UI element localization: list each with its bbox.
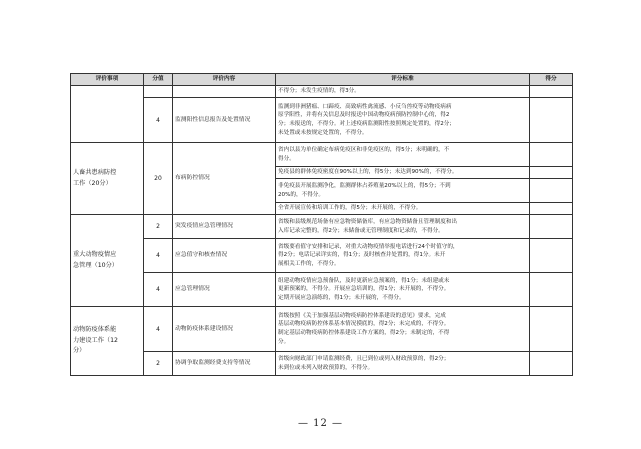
obtained-cell	[530, 203, 573, 215]
obtained-cell	[530, 352, 573, 376]
header-content: 评价内容	[173, 74, 276, 86]
standard-line: 制定基层动物疫病防控体系建设工作方案的，得2分；未制定的，不得	[278, 330, 450, 336]
header-item: 评价事项	[71, 74, 144, 86]
standard-cell	[276, 179, 530, 203]
standard-line: 省内以县为单位确定布病免疫区和非免疫区的，得5分；未明确的，不	[278, 146, 450, 153]
obtained-cell	[530, 273, 573, 307]
obtained-cell	[530, 86, 573, 98]
table-row	[71, 352, 573, 376]
header-obtained: 得分	[530, 74, 573, 86]
content-cell: 布病防控情况	[173, 143, 276, 215]
standard-line: 基层动物疫病防控体系基本情况摸底的，得2分；未完成的，不得分。	[278, 321, 450, 328]
standard-cell	[276, 203, 530, 215]
standard-line: 入库记录完整的，得2分；未储备或无管理制度和记录的，不得分。	[278, 227, 444, 234]
standard-line: 定期开展应急演练的，得1分；未开展的，不得分。	[278, 294, 405, 301]
standard-cell	[276, 86, 530, 98]
table-row	[71, 143, 573, 167]
standard-line: 分。	[278, 338, 290, 345]
evaluation-table	[70, 73, 573, 376]
standard-line: 组建动物疫情应急预备队，及时更新应急预案的，得1分；未组建或未	[278, 277, 450, 284]
obtained-cell	[530, 179, 573, 203]
standard-cell	[276, 167, 530, 179]
standard-line: 省级向财政部门申请监测经费，且已到位或列入财政预算的，得2分；	[278, 355, 450, 362]
header-score: 分值	[144, 74, 173, 86]
obtained-cell	[530, 239, 573, 273]
item-cell-emergency: 重大动物疫情应 急管理（10分）	[71, 215, 144, 307]
content-cell	[173, 86, 276, 98]
page-number: — 12 —	[297, 418, 344, 429]
item-cell-continued	[71, 86, 144, 143]
item-cell-zoonosis: 人畜共患病防控 工作（20分）	[71, 143, 144, 215]
item-cell-capacity: 动物防疫体系能 力建设工作（12 分）	[71, 307, 144, 376]
score-cell: 2	[144, 352, 173, 376]
score-cell: 2	[144, 215, 173, 239]
standard-cell	[276, 307, 530, 352]
score-cell: 4	[144, 307, 173, 352]
standard-line: 省级按照《关于加强基层动物疫病防控体系建设的意见》要求，完成	[278, 312, 446, 319]
table-row	[71, 273, 573, 307]
obtained-cell	[530, 215, 573, 239]
score-cell: 20	[144, 143, 173, 215]
standard-line: 原学阳性，并将有关信息及时报送中国动物疫病预防控制中心的，得2	[278, 112, 450, 119]
standard-cell	[276, 239, 530, 273]
standard-cell	[276, 215, 530, 239]
obtained-cell	[530, 167, 573, 179]
obtained-cell	[530, 307, 573, 352]
content-cell: 应急管理情况	[173, 273, 276, 307]
standard-line: 更新预案的，不得分。开展应急培训的，得1分；未开展的，不得分。	[278, 286, 450, 293]
content-cell: 应急值守和核查情况	[173, 239, 276, 273]
content-cell: 动物防疫体系建设情况	[173, 307, 276, 352]
standard-line: 展相关工作的，不得分。	[278, 260, 340, 267]
standard-cell	[276, 98, 530, 143]
standard-line: 得2分；电话记录详实的，得1分；及时核查并处置的，得1分。未开	[278, 252, 446, 259]
standard-line: 不得分；未发生疫情的，得3分。	[278, 88, 360, 95]
content-cell: 监测阳性信息报告及处置情况	[173, 98, 276, 143]
obtained-cell	[530, 98, 573, 143]
header-standard: 评分标准	[276, 74, 530, 86]
table-row	[71, 98, 573, 143]
standard-line: 分；未报送的，不得分。对上述疫病监测阳性按照规定处置的，得2分；	[278, 121, 455, 127]
standard-line: 省级要看值守安排和记录，对重大动物疫情举报电话进行24个时值守的，	[278, 243, 459, 250]
standard-cell	[276, 273, 530, 307]
table-row	[71, 86, 573, 98]
standard-line: 非免疫县开展监测净化，监测群体占养殖量20%以上的，得5分；不到	[278, 182, 451, 189]
standard-line: 免疫县的群体免疫密度在90%以上的，得5分；未达到90%的，不得分。	[278, 169, 458, 176]
table-row	[71, 239, 573, 273]
table-row	[71, 307, 573, 352]
standard-line: 未处置或未按规定处置的，不得分。	[278, 129, 368, 136]
standard-line: 省级和县级规范场备有应急物资储备库，有应急物资储备且管理制度和出	[278, 218, 458, 225]
content-cell: 突发疫情应急管理情况	[173, 215, 276, 239]
table-row	[71, 215, 573, 239]
standard-line: 监测到非洲猪瘟、口蹄疫、高致病性禽流感、小反刍兽疫等动物疫病病	[278, 103, 452, 110]
standard-line: 得分。	[278, 155, 295, 162]
score-cell	[144, 86, 173, 98]
standard-line: 全省开展宣传和培训工作的，得5分；未开展的，不得分。	[278, 205, 422, 212]
obtained-cell	[530, 143, 573, 167]
standard-cell	[276, 143, 530, 167]
content-cell: 协调争取监测经费支持等情况	[173, 352, 276, 376]
score-cell: 4	[144, 239, 173, 273]
standard-cell	[276, 352, 530, 376]
score-cell: 4	[144, 98, 173, 143]
table-header-row	[71, 74, 573, 86]
standard-line: 未到位或未列入财政预算的，不得分。	[278, 364, 374, 371]
standard-line: 20%的，不得分。	[278, 191, 324, 198]
score-cell: 4	[144, 273, 173, 307]
